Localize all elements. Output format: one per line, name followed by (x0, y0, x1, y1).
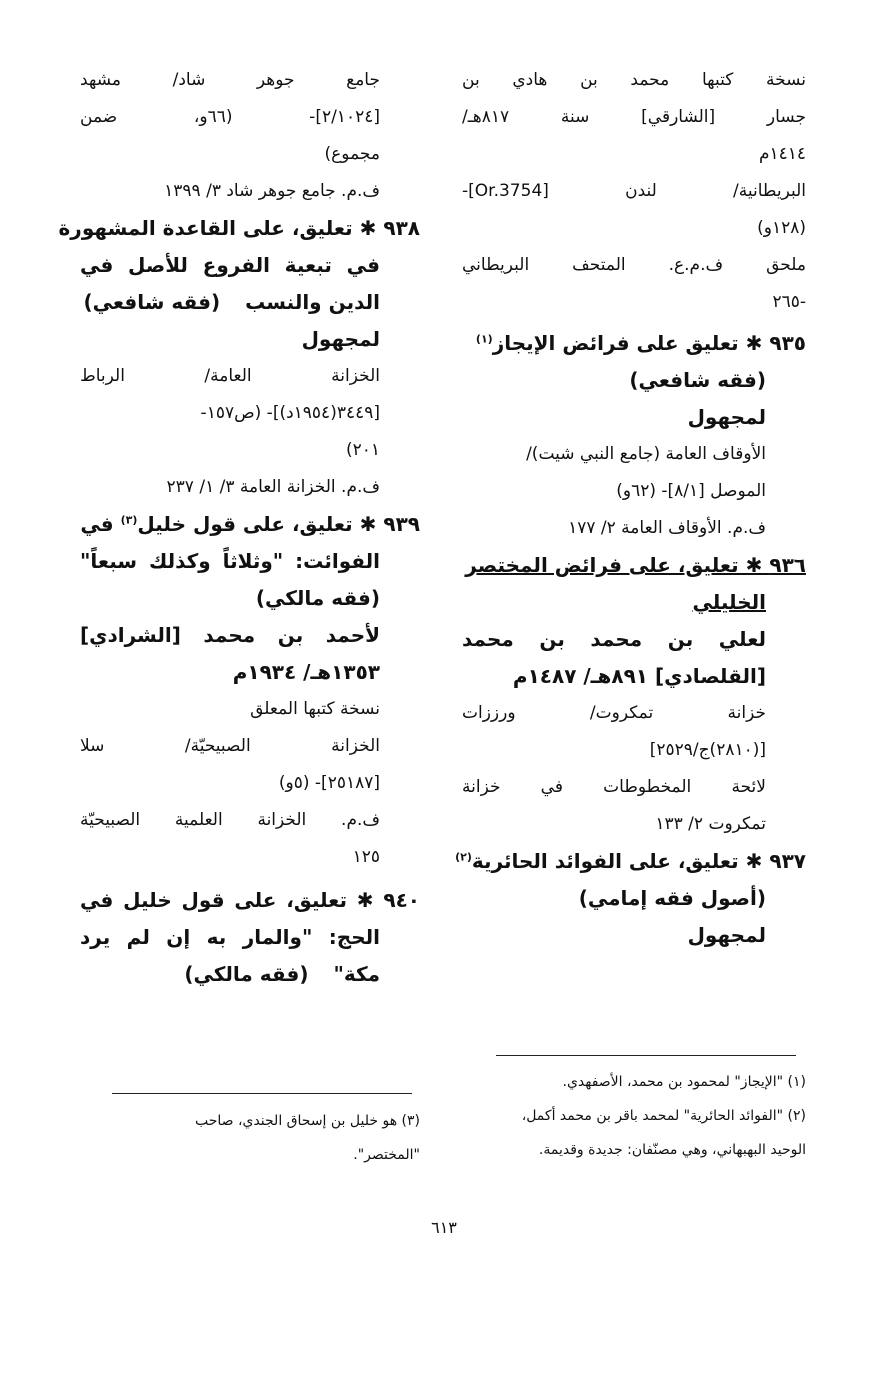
entry-938-title: ٩٣٨ ✱ تعليق، على القاعدة المشهورة (58, 216, 420, 240)
entry-subject: (فقه مالكي) (184, 962, 309, 986)
entry-title-cont: الخليلي (692, 590, 766, 614)
text-line: الخزانة العامة/ الرباط (80, 366, 380, 386)
text-line: الخزانة الصبيحيّة/ سلا (80, 736, 380, 756)
text-line: (١٢٨و) (757, 218, 806, 238)
footnote: (٣) هو خليل بن إسحاق الجندي، صاحب (194, 1113, 420, 1129)
entry-title-text: ٩٣٥ ✱ تعليق على فرائض الإيجاز (492, 331, 806, 355)
entry-subject: (فقه شافعي) (83, 290, 221, 314)
footnote: (١) "الإيجاز" لمحمود بن محمد، الأصفهدي. (562, 1074, 806, 1090)
footnote: (٢) "الفوائد الحائرية" لمحمد باقر بن محمد أكمل، (521, 1108, 806, 1124)
text-line: ١٤١٤م (758, 144, 806, 164)
left-column (58, 62, 420, 993)
text-line: [٣٤٤٩(١٩٥٤د)]- (ص١٥٧- (200, 403, 380, 423)
text-line: لائحة المخطوطات في خزانة (462, 777, 766, 797)
text-line: نسخة كتبها محمد بن هادي بن (462, 70, 806, 90)
footnote-ref: (٢) (455, 850, 472, 864)
entry-937-title (455, 843, 806, 880)
entry-title-text: ٩٣٩ ✱ تعليق، على قول خليل (137, 512, 420, 536)
entry-title-text: مكة" (333, 962, 380, 986)
footnote: "المختصر". (353, 1147, 420, 1163)
entry-author: لأحمد بن محمد [الشرادي] (80, 623, 380, 647)
entry-author: لمجهول (301, 327, 380, 351)
text-line: ف.م. الخزانة العلمية الصبيحيّة (80, 810, 380, 830)
entry-title-text: ٩٣٧ ✱ تعليق، على الفوائد الحائرية (471, 849, 806, 873)
text-line: مجموع) (324, 144, 380, 164)
text-line: جسار [الشارقي] سنة ٨١٧هـ/ (462, 107, 806, 127)
entry-title-cont (80, 284, 420, 321)
entry-author: لعلي بن محمد بن محمد (462, 627, 766, 651)
entry-author-dates: [القلصادي] ٨٩١هـ/ ١٤٨٧م (512, 664, 766, 688)
entry-939-title (80, 506, 420, 543)
footnote: الوحيد البهبهاني، وهي مصنّفان: جديدة وقديمة. (538, 1142, 806, 1158)
entry-subject: (فقه شافعي) (629, 368, 766, 392)
text-line: [٢/١٠٢٤]- (٦٦و، ضمن (80, 107, 380, 127)
entry-title-cont (80, 956, 420, 993)
entry-subject: (فقه مالكي) (255, 586, 380, 610)
text-line: البريطانية/ لندن [Or.3754]- (462, 181, 806, 201)
text-line: تمكروت ٢/ ١٣٣ (655, 814, 766, 834)
entry-author-dates: ١٣٥٣هـ/ ١٩٣٤م (232, 660, 380, 684)
entry-title-text: الدين والنسب (245, 290, 380, 314)
entry-935-title (462, 325, 806, 362)
right-column (455, 62, 806, 954)
footnote-divider (112, 1093, 412, 1094)
text-line: -٢٦٥ (772, 292, 806, 312)
entry-940-title: ٩٤٠ ✱ تعليق، على قول خليل في (80, 888, 420, 912)
entry-title-cont: الفوائت: "وثلاثاً وكذلك سبعاً" (80, 549, 380, 573)
entry-title-tail: في (80, 512, 114, 536)
text-line: ٢٠١) (345, 440, 380, 460)
page-number: ٦١٣ (431, 1218, 457, 1237)
entry-title-cont: في تبعية الفروع للأصل في (80, 253, 380, 277)
text-line: ف.م. الأوقاف العامة ٢/ ١٧٧ (568, 518, 766, 538)
entry-subject: (أصول فقه إمامي) (578, 886, 766, 910)
footnotes-right (462, 1065, 806, 1167)
footnote-ref: (١) (475, 332, 493, 346)
footnotes-left (80, 1104, 420, 1172)
text-line: [٢٥١٨٧]- (٥و) (278, 773, 380, 793)
text-line: الموصل [٨/١]- (٦٢و) (616, 481, 766, 501)
text-line: ١٢٥ (352, 847, 380, 867)
text-line: خزانة تمكروت/ ورززات (462, 703, 766, 723)
entry-title-cont: الحج: "والمار به إن لم يرد (80, 925, 380, 949)
entry-936-title: ٩٣٦ ✱ تعليق، على فرائض المختصر (465, 553, 806, 577)
footnote-ref: (٣) (120, 513, 138, 527)
text-line: ف.م. جامع جوهر شاد ٣/ ١٣٩٩ (164, 181, 380, 201)
footnote-divider (496, 1055, 796, 1056)
text-line: الأوقاف العامة (جامع النبي شيت)/ (526, 444, 766, 464)
entry-author: لمجهول (687, 923, 766, 947)
text-line: نسخة كتبها المعلق (250, 699, 380, 719)
text-line: [(٢٨١٠)ج/٢٥٢٩] (649, 740, 766, 760)
entry-author: لمجهول (687, 405, 766, 429)
text-line: جامع جوهر شاد/ مشهد (80, 70, 380, 90)
text-line: ف.م. الخزانة العامة ٣/ ١/ ٢٣٧ (166, 477, 380, 497)
text-line: ملحق ف.م.ع. المتحف البريطاني (462, 255, 806, 275)
